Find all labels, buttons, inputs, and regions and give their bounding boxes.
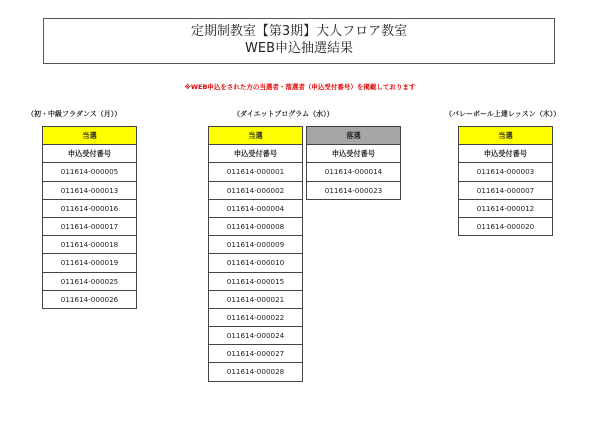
- table-row: 011614-000010: [209, 254, 302, 272]
- table-row: 011614-000024: [209, 327, 302, 345]
- column-header: 申込受付番号: [459, 145, 552, 163]
- table-row: 011614-000026: [43, 291, 136, 309]
- table-row: 011614-000021: [209, 291, 302, 309]
- table-row: 011614-000017: [43, 218, 136, 236]
- table-row: 011614-000028: [209, 363, 302, 381]
- table-row: 011614-000013: [43, 182, 136, 200]
- table-row: 011614-000005: [43, 163, 136, 181]
- table-row: 011614-000018: [43, 236, 136, 254]
- column-header: 申込受付番号: [209, 145, 302, 163]
- volleyball-winners-table: [458, 126, 553, 236]
- course-label-diet: （ダイエットプログラム（水））: [233, 110, 334, 118]
- table-row: 011614-000008: [209, 218, 302, 236]
- table-row: 011614-000025: [43, 273, 136, 291]
- table-row: 011614-000014: [307, 163, 400, 181]
- winners-header: 当選: [43, 127, 136, 145]
- table-row: 011614-000022: [209, 309, 302, 327]
- page-subtitle: WEB申込抽選結果: [245, 41, 353, 56]
- course-label-volleyball: （バレーボール上達レッスン（木））: [445, 110, 561, 118]
- table-row: 011614-000015: [209, 273, 302, 291]
- column-header: 申込受付番号: [307, 145, 400, 163]
- title-box: [43, 18, 555, 64]
- diet-losers-table: [306, 126, 401, 200]
- table-row: 011614-000020: [459, 218, 552, 236]
- course-label-hula: （初・中級フラダンス（月））: [27, 110, 122, 118]
- table-row: 011614-000016: [43, 200, 136, 218]
- winners-header: 当選: [209, 127, 302, 145]
- table-row: 011614-000004: [209, 200, 302, 218]
- page-title: 定期制教室【第3期】大人フロア教室: [190, 24, 408, 39]
- table-row: 011614-000027: [209, 345, 302, 363]
- table-row: 011614-000019: [43, 254, 136, 272]
- table-row: 011614-000002: [209, 182, 302, 200]
- diet-winners-table: [208, 126, 303, 382]
- table-row: 011614-000023: [307, 182, 400, 200]
- table-row: 011614-000001: [209, 163, 302, 181]
- notice-text: ※WEB申込をされた方の当選者・落選者（申込受付番号）を掲載しております: [184, 83, 416, 91]
- table-row: 011614-000012: [459, 200, 552, 218]
- table-row: 011614-000009: [209, 236, 302, 254]
- column-header: 申込受付番号: [43, 145, 136, 163]
- hula-winners-table: [42, 126, 137, 309]
- table-row: 011614-000003: [459, 163, 552, 181]
- winners-header: 当選: [459, 127, 552, 145]
- losers-header: 落選: [307, 127, 400, 145]
- table-row: 011614-000007: [459, 182, 552, 200]
